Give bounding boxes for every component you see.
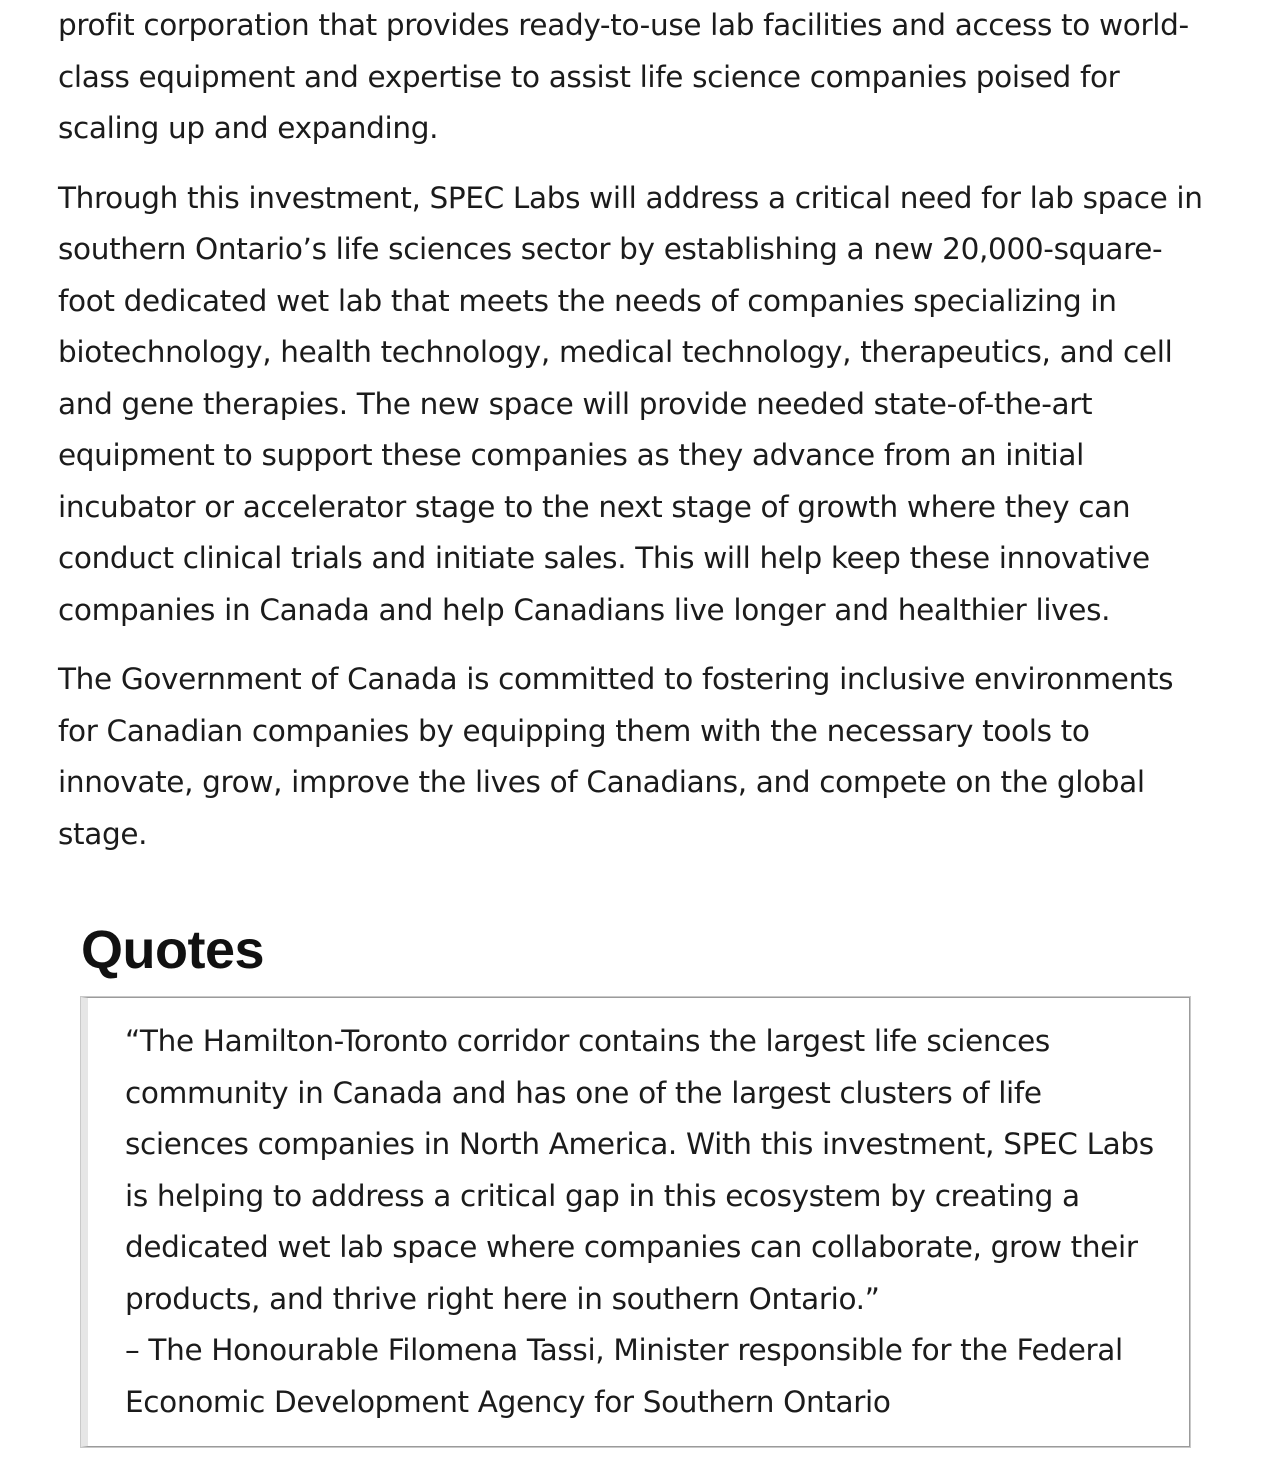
quote-content — [125, 1016, 1155, 1428]
article-paragraph: The Government of Canada is committed to fostering inclusive environments for Canadian companies by equipping them with the necessary tools to innovate, grow, improve the lives of Canadians, and compete on the global stage. — [58, 662, 1174, 851]
article-paragraph: Through this investment, SPEC Labs will address a critical need for lab space in southern Ontario’s life sciences sector by establishing a new 20,000-square-foot dedicated wet lab that meets the needs of companies specializing in biotechnology, health technology, medical technology, therapeutics, and cell and gene therapies. The new space will provide needed state-of-the-art equipment to support these companies as they advance from an initial incubator or accelerator stage to the next stage of growth where they can conduct clinical trials and initiate sales. This will help keep these innovative companies in Canada and help Canadians live longer and healthier lives. — [58, 180, 1203, 627]
quote-text: “The Hamilton-Toronto corridor contains the largest life sciences community in Canada and has one of the largest clusters of life sciences companies in North America. With this investment, SPEC Labs is helping to address a critical gap in this ecosystem by creating a dedicated wet lab space where companies can collaborate, grow their products, and thrive right here in southern Ontario.” — [125, 1024, 1154, 1316]
quote-box — [81, 997, 1190, 1447]
quote-attribution: – The Honourable Filomena Tassi, Minister responsible for the Federal Economic Development Agency for Southern Ontario — [125, 1333, 1123, 1419]
article-body — [58, 0, 1218, 860]
article-paragraph: profit corporation that provides ready-to-use lab facilities and access to world-class equipment and expertise to assist life science companies poised for scaling up and expanding. — [58, 8, 1189, 145]
quotes-heading: Quotes — [81, 920, 265, 980]
